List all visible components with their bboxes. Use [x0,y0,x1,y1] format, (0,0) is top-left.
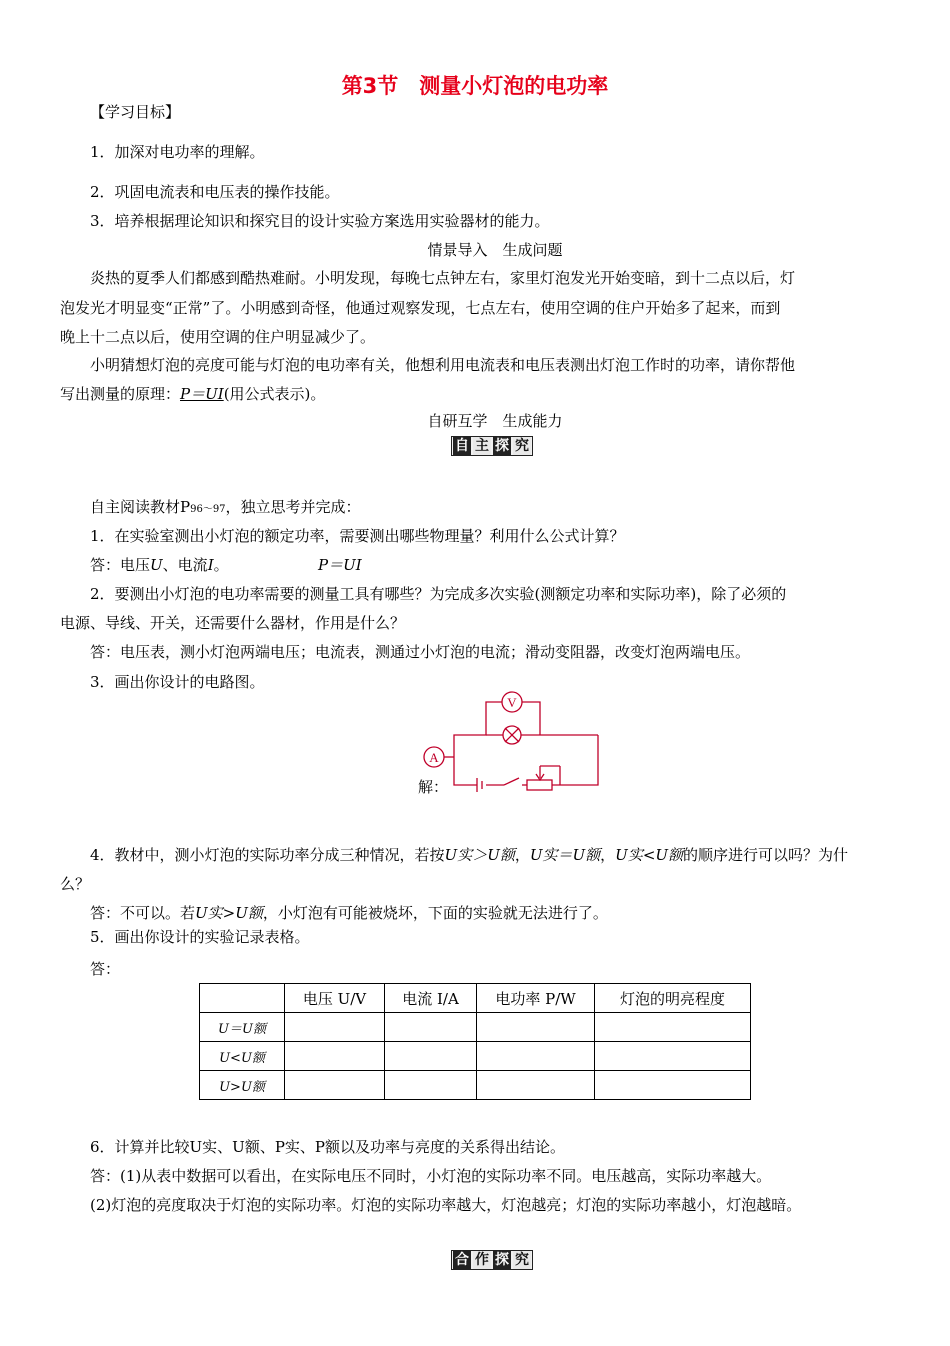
answer-text: 、电流 [162,556,208,574]
answer-text: ，小灯泡有可能被烧坏，下面的实验就无法进行了。 [262,904,608,922]
condition: U实<U额 [615,846,684,864]
table-cell [385,1071,477,1100]
badge-cooperation [451,1250,533,1270]
answer-1-formula [318,556,362,574]
answer-symbol: I [207,556,214,574]
section-heading: 情景导入 生成问题 [427,241,563,259]
answer-3: 解： [418,778,449,796]
badge-self-study [451,436,533,456]
intro-text: 泡发光才明显变“正常”了。小明感到奇怪，他通过观察发现，七点左右，使用空调的住户开始多了起来，而到 [60,299,781,317]
question-1: 1．在实验室测出小灯泡的额定功率，需要测出哪些物理量？利用什么公式计算？ [90,527,625,545]
table-row [200,1042,751,1071]
badge-char: 合 [455,1252,469,1268]
table-cell [595,1013,751,1042]
table-header: 电压 U/V [285,984,385,1013]
goal-item: 1．加深对电功率的理解。 [90,143,265,161]
answer-5: 答： [90,960,121,978]
row-label: U＝U额 [200,1013,285,1042]
table-cell [285,1013,385,1042]
table-cell [285,1071,385,1100]
intro-text: 晚上十二点以后，使用空调的住户明显减少了。 [60,328,376,346]
table-cell [385,1042,477,1071]
condition: U实>U额 [195,904,263,922]
table-row [200,1071,751,1100]
principle-formula: P＝UI [180,385,224,403]
principle-line [60,385,325,403]
read-pages: 96～97 [190,504,226,515]
table-header-row [200,984,751,1013]
badge-char: 自 [455,438,469,454]
table-cell [477,1042,595,1071]
badge-char: 究 [515,1252,529,1268]
question-2-cont: 电源、导线、开关，还需要什么器材，作用是什么？ [60,614,406,632]
goal-item: 2．巩固电流表和电压表的操作技能。 [90,183,340,201]
read-prefix: 自主阅读教材P [90,498,191,516]
record-table [199,983,751,1100]
answer-4 [90,904,608,922]
table-header [200,984,285,1013]
table-row [200,1013,751,1042]
table-cell [285,1042,385,1071]
principle-note: (用公式表示)。 [223,385,326,403]
question-3: 3．画出你设计的电路图。 [90,673,265,691]
section-heading: 自研互学 生成能力 [427,412,563,430]
table-cell [477,1013,595,1042]
question-4: 4．教材中，测小灯泡的实际功率分成三种情况，若按U实＞U额，U实＝U额，U实<U额的顺序进行可以吗？为什 [90,846,849,864]
read-suffix: ，独立思考并完成： [225,498,361,516]
answer-6-1: 答：(1)从表中数据可以看出，在实际电压不同时，小灯泡的实际功率不同。电压越高，实际功率越大。 [90,1167,772,1185]
answer-1 [90,556,229,574]
table-header: 电流 I/A [385,984,477,1013]
table-cell [595,1071,751,1100]
formula: P＝UI [318,556,362,574]
table-cell [385,1013,477,1042]
read-prompt [90,498,361,519]
question-5: 5．画出你设计的实验记录表格。 [90,928,310,946]
answer-text: 。 [213,556,229,574]
question-text: 4．教材中，测小灯泡的实际功率分成三种情况，若按 [90,846,445,864]
question-6: 6．计算并比较U实、U额、P实、P额以及功率与亮度的关系得出结论。 [90,1138,566,1156]
condition: U实＞U额 [444,846,515,864]
badge-char: 究 [515,438,529,454]
intro-text: 炎热的夏季人们都感到酷热难耐。小明发现，每晚七点钟左右，家里灯泡发光开始变暗，到十二点以后，灯 [90,269,796,287]
question-text: 的顺序进行可以吗？为什 [683,846,849,864]
badge-char: 主 [475,438,489,454]
condition: U实＝U额 [529,846,601,864]
answer-symbol: U [150,556,163,574]
question-4-cont: 么？ [60,875,91,893]
principle-prefix: 写出测量的原理： [60,385,181,403]
answer-2: 答：电压表，测小灯泡两端电压；电流表，测通过小灯泡的电流；滑动变阻器，改变灯泡两端电压。 [90,643,751,661]
ammeter-label: A [429,750,439,765]
answer-text: 答：不可以。若 [90,904,196,922]
row-label: U<U额 [200,1042,285,1071]
intro-text: 小明猜想灯泡的亮度可能与灯泡的电功率有关，他想利用电流表和电压表测出灯泡工作时的功率，请你帮他 [90,356,796,374]
table-cell [477,1071,595,1100]
table-header: 灯泡的明亮程度 [595,984,751,1013]
badge-char: 作 [475,1252,489,1268]
table-cell [595,1042,751,1071]
badge-char: 探 [495,1252,509,1268]
row-label: U>U额 [200,1071,285,1100]
voltmeter-label: V [507,695,517,710]
goals-header: 【学习目标】 [90,103,181,121]
answer-6-2: (2)灯泡的亮度取决于灯泡的实际功率。灯泡的实际功率越大，灯泡越亮；灯泡的实际功率越小，灯泡越暗。 [90,1196,802,1214]
answer-text: 答：电压 [90,556,151,574]
table-header: 电功率 P/W [477,984,595,1013]
goal-item: 3．培养根据理论知识和探究目的设计实验方案选用实验器材的能力。 [90,212,550,230]
badge-char: 探 [495,438,509,454]
question-2: 2．要测出小灯泡的电功率需要的测量工具有哪些？为完成多次实验(测额定功率和实际功率)，除了必须的 [90,585,787,603]
page-title: 第3节 测量小灯泡的电功率 [341,74,609,98]
